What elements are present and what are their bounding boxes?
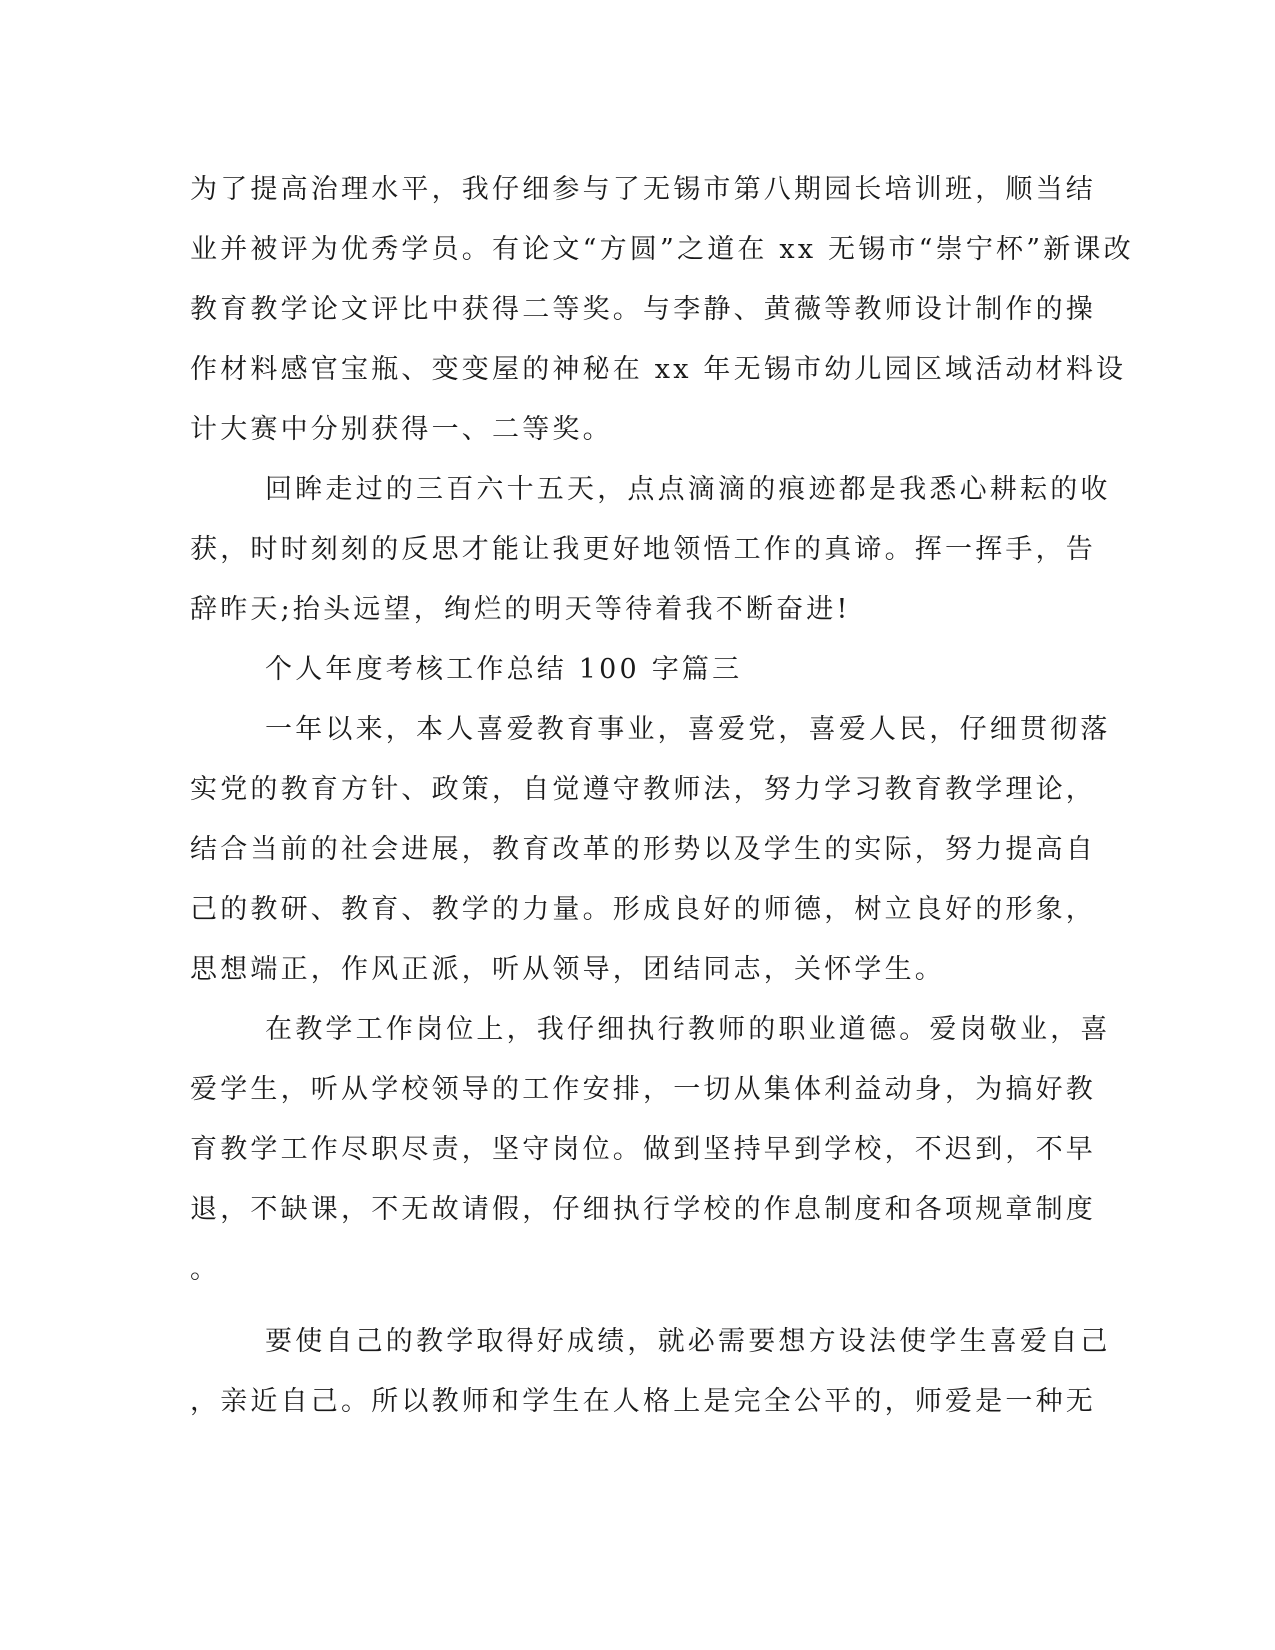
text-line: 育教学工作尽职尽责，坚守岗位。做到坚持早到学校，不迟到，不早 xyxy=(190,1134,1096,1165)
section-heading: 个人年度考核工作总结 100 字篇三 xyxy=(265,654,743,685)
paragraph-first-line: 一年以来，本人喜爱教育事业，喜爱党，喜爱人民，仔细贯彻落 xyxy=(265,714,1111,745)
text-line: 教育教学论文评比中获得二等奖。与李静、黄薇等教师设计制作的操 xyxy=(190,294,1096,325)
text-line: 作材料感官宝瓶、变变屋的神秘在 xx 年无锡市幼儿园区域活动材料设 xyxy=(190,354,1127,385)
paragraph-first-line: 在教学工作岗位上，我仔细执行教师的职业道德。爱岗敬业，喜 xyxy=(265,1014,1111,1045)
paragraph-first-line: 要使自己的教学取得好成绩，就必需要想方设法使学生喜爱自己 xyxy=(265,1326,1111,1357)
text-line: 结合当前的社会进展，教育改革的形势以及学生的实际，努力提高自 xyxy=(190,834,1096,865)
text-line: 辞昨天;抬头远望，绚烂的明天等待着我不断奋进! xyxy=(190,594,851,625)
text-line: 。 xyxy=(190,1254,221,1285)
text-line: 为了提高治理水平，我仔细参与了无锡市第八期园长培训班，顺当结 xyxy=(190,174,1096,205)
text-line: 计大赛中分别获得一、二等奖。 xyxy=(190,414,613,445)
text-line: 业并被评为优秀学员。有论文“方圆”之道在 xx 无锡市“崇宁杯”新课改 xyxy=(190,234,1134,265)
text-line: 获，时时刻刻的反思才能让我更好地领悟工作的真谛。挥一挥手，告 xyxy=(190,534,1096,565)
text-line: 思想端正，作风正派，听从领导，团结同志，关怀学生。 xyxy=(190,954,945,985)
text-line: ，亲近自己。所以教师和学生在人格上是完全公平的，师爱是一种无 xyxy=(190,1386,1096,1417)
paragraph-first-line: 回眸走过的三百六十五天，点点滴滴的痕迹都是我悉心耕耘的收 xyxy=(265,474,1111,505)
text-line: 实党的教育方针、政策，自觉遵守教师法，努力学习教育教学理论， xyxy=(190,774,1096,805)
document-body xyxy=(190,160,1134,1432)
text-line: 退，不缺课，不无故请假，仔细执行学校的作息制度和各项规章制度 xyxy=(190,1194,1096,1225)
text-line: 己的教研、教育、教学的力量。形成良好的师德，树立良好的形象， xyxy=(190,894,1096,925)
text-line: 爱学生，听从学校领导的工作安排，一切从集体利益动身，为搞好教 xyxy=(190,1074,1096,1105)
